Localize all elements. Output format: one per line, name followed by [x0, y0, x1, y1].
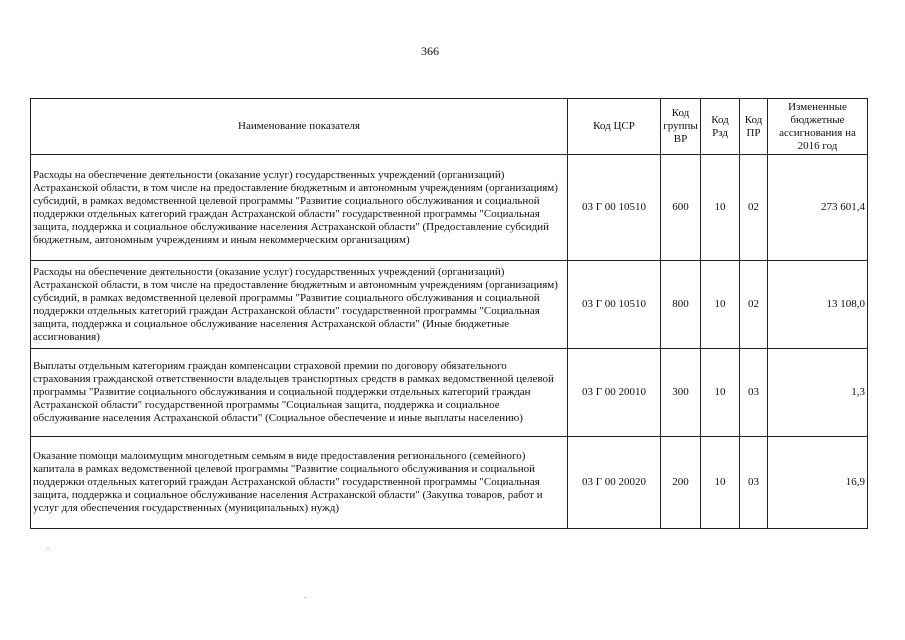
row-rzd: 10	[701, 349, 740, 437]
row-amount: 13 108,0	[768, 261, 868, 349]
table-header-row	[31, 99, 868, 155]
row-pr: 02	[740, 261, 768, 349]
header-name: Наименование показателя	[31, 99, 568, 155]
row-vr: 600	[661, 155, 701, 261]
row-pr: 02	[740, 155, 768, 261]
row-pr: 03	[740, 349, 768, 437]
budget-table	[30, 98, 868, 529]
header-pr: Код ПР	[740, 99, 768, 155]
row-name: Выплаты отдельным категориям граждан компенсации страховой премии по договору обязательного страхования гражданской ответственности владельцев транспортных средств в рамках ведомственной целевой программы "Развитие социального обслуживания и социальной поддержки отдельных категорий граждан Астраханской области" государственной программы "Социальная защита, поддержка и социальное обслуживание населения Астраханской области" (Социальное обеспечение и иные выплаты населению)	[31, 349, 568, 437]
header-csr: Код ЦСР	[568, 99, 661, 155]
table-row	[31, 155, 868, 261]
row-amount: 273 601,4	[768, 155, 868, 261]
row-csr: 03 Г 00 20010	[568, 349, 661, 437]
table-row	[31, 261, 868, 349]
row-name: Расходы на обеспечение деятельности (оказание услуг) государственных учреждений (организаций) Астраханской области, в том числе на предоставление бюджетным и автономным учреждениям (организациям) субсидий, в рамках ведомственной целевой программы "Развитие социального обслуживания и социальной поддержки отдельных категорий граждан Астраханской области" государственной программы "Социальная защита, поддержка и социальное обслуживание населения Астраханской области" (Иные бюджетные ассигнования)	[31, 261, 568, 349]
row-vr: 800	[661, 261, 701, 349]
row-amount: 1,3	[768, 349, 868, 437]
row-rzd: 10	[701, 155, 740, 261]
scan-speck	[304, 597, 306, 598]
header-amount: Измененные бюджетные ассигнования на 2016 год	[768, 99, 868, 155]
table-row	[31, 437, 868, 529]
header-rzd: Код Рзд	[701, 99, 740, 155]
row-name: Оказание помощи малоимущим многодетным семьям в виде предоставления регионального (семейного) капитала в рамках ведомственной целевой программы "Развитие социального обслуживания и социальной поддержки отдельных категорий граждан Астраханской области" государственной программы "Социальная защита, поддержка и социальное обслуживание населения Астраханской области" (Закупка товаров, работ и услуг для обеспечения государственных (муниципальных) нужд)	[31, 437, 568, 529]
row-vr: 300	[661, 349, 701, 437]
row-vr: 200	[661, 437, 701, 529]
row-csr: 03 Г 00 10510	[568, 155, 661, 261]
row-name: Расходы на обеспечение деятельности (оказание услуг) государственных учреждений (организаций) Астраханской области, в том числе на предоставление бюджетным и автономным учреждениям (организациям) субсидий, в рамках ведомственной целевой программы "Развитие социального обслуживания и социальной поддержки отдельных категорий граждан Астраханской области" государственной программы "Социальная защита, поддержка и социальное обслуживание населения Астраханской области" (Предоставление субсидий бюджетным, автономным учреждениям и иным некоммерческим организациям)	[31, 155, 568, 261]
table-row	[31, 349, 868, 437]
row-csr: 03 Г 00 20020	[568, 437, 661, 529]
row-rzd: 10	[701, 437, 740, 529]
row-rzd: 10	[701, 261, 740, 349]
row-csr: 03 Г 00 10510	[568, 261, 661, 349]
row-pr: 03	[740, 437, 768, 529]
scan-speck	[47, 548, 49, 549]
row-amount: 16,9	[768, 437, 868, 529]
page-number: 366	[421, 44, 439, 58]
header-vr: Код группы ВР	[661, 99, 701, 155]
